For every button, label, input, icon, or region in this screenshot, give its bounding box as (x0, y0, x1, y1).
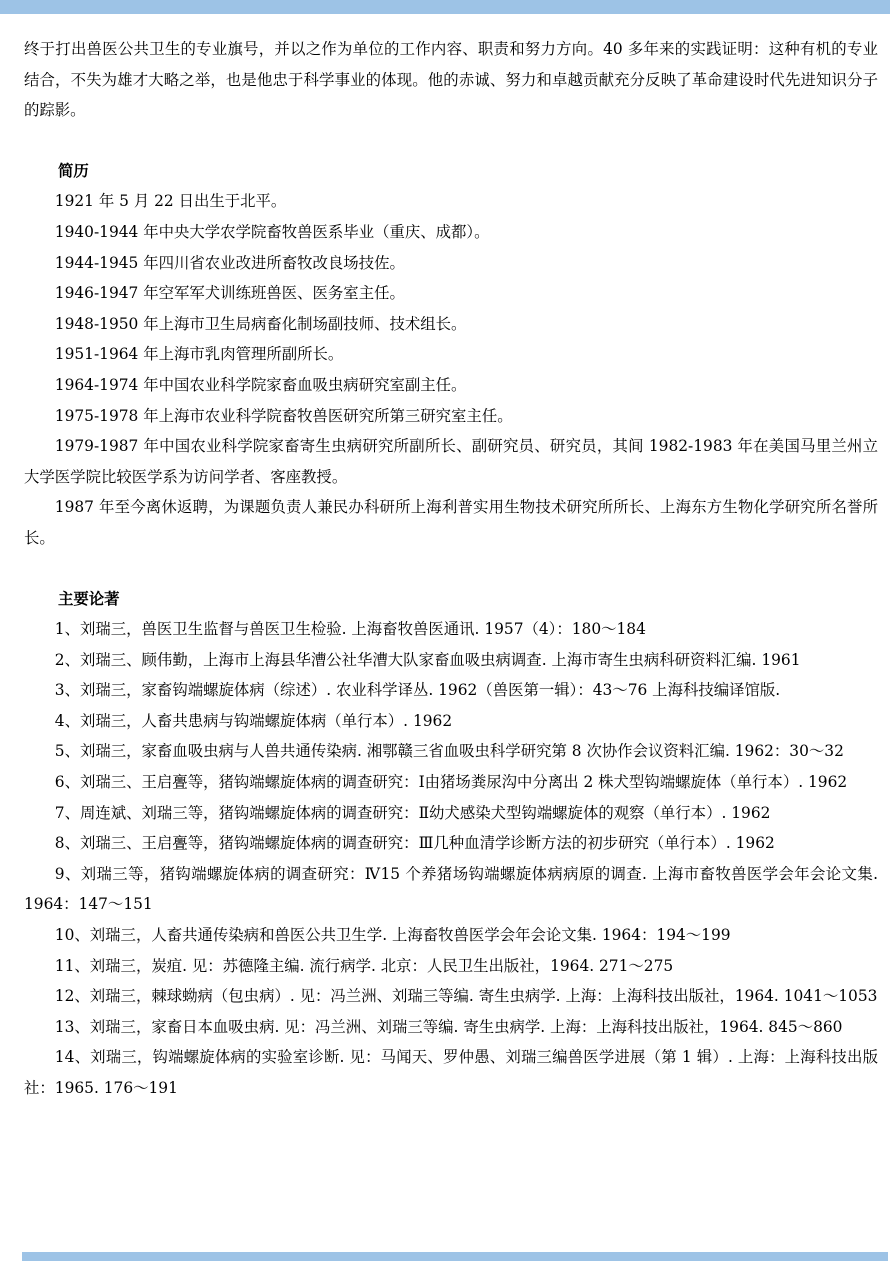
works-item: 2、刘瑞三、顾伟勤，上海市上海县华漕公社华漕大队家畜血吸虫病调查. 上海市寄生虫病科研资料汇编. 1961 (54, 650, 801, 669)
resume-list (24, 186, 878, 553)
bottom-color-band (22, 1252, 888, 1261)
intro-paragraph: 终于打出兽医公共卫生的专业旗号，并以之作为单位的工作内容、职责和努力方向。40 多年来的实践证明：这种有机的专业结合，不失为雄才大略之举，也是他忠于科学事业的体现。他的赤诚、努力和卓越贡献充分反映了革命建设时代先进知识分子的踪影。 (24, 40, 878, 120)
works-item: 11、刘瑞三，炭疽. 见：苏德隆主编. 流行病学. 北京：人民卫生出版社，1964. 271～275 (54, 956, 674, 975)
works-item: 10、刘瑞三，人畜共通传染病和兽医公共卫生学. 上海畜牧兽医学会年会论文集. 1964：194～199 (54, 926, 731, 945)
spacer (24, 126, 878, 156)
works-list (24, 614, 878, 1104)
works-item: 7、周连斌、刘瑞三等，猪钩端螺旋体病的调查研究：Ⅱ幼犬感染犬型钩端螺旋体的观察（单行本）. 1962 (54, 803, 771, 822)
works-item: 13、刘瑞三，家畜日本血吸虫病. 见：冯兰洲、刘瑞三等编. 寄生虫病学. 上海：上海科技出版社，1964. 845～860 (54, 1017, 843, 1036)
resume-item: 1951-1964 年上海市乳肉管理所副所长。 (54, 345, 344, 364)
works-item: 3、刘瑞三，家畜钩端螺旋体病（综述）. 农业科学译丛. 1962（兽医第一辑）：43～76 上海科技编译馆版. (54, 681, 781, 700)
resume-item: 1964-1974 年中国农业科学院家畜血吸虫病研究室副主任。 (54, 375, 467, 394)
works-heading: 主要论著 (58, 589, 120, 608)
resume-item: 1979-1987 年中国农业科学院家畜寄生虫病研究所副所长、副研究员、研究员，其间 1982-1983 年在美国马里兰州立大学医学院比较医学系为访问学者、客座教授。 (24, 437, 878, 486)
works-item: 14、刘瑞三，钩端螺旋体病的实验室诊断. 见：马闻天、罗仲愚、刘瑞三编兽医学进展（第 1 辑）. 上海：上海科技出版社：1965. 176～191 (24, 1048, 878, 1097)
resume-item: 1987 年至今离休返聘，为课题负责人兼民办科研所上海利普实用生物技术研究所所长、上海东方生物化学研究所名誉所长。 (24, 498, 878, 547)
resume-item: 1940-1944 年中央大学农学院畜牧兽医系毕业（重庆、成都）。 (54, 222, 490, 241)
works-item: 8、刘瑞三、王启亹等，猪钩端螺旋体病的调查研究：Ⅲ几种血清学诊断方法的初步研究（单行本）. 1962 (54, 834, 775, 853)
works-item: 9、刘瑞三等，猪钩端螺旋体病的调查研究：Ⅳ15 个养猪场钩端螺旋体病病原的调查. 上海市畜牧兽医学会年会论文集. 1964：147～151 (24, 864, 878, 914)
works-item: 5、刘瑞三，家畜血吸虫病与人兽共通传染病. 湘鄂赣三省血吸虫科学研究第 8 次协作会议资料汇编. 1962：30～32 (54, 742, 844, 761)
resume-item: 1975-1978 年上海市农业科学院畜牧兽医研究所第三研究室主任。 (54, 406, 513, 425)
resume-item: 1946-1947 年空军军犬训练班兽医、医务室主任。 (54, 284, 405, 303)
works-item: 6、刘瑞三、王启亹等，猪钩端螺旋体病的调查研究：Ⅰ由猪场粪尿沟中分离出 2 株犬型钩端螺旋体（单行本）. 1962 (54, 773, 848, 792)
works-item: 12、刘瑞三，棘球蚴病（包虫病）. 见：冯兰洲、刘瑞三等编. 寄生虫病学. 上海：上海科技出版社，1964. 1041～1053 (54, 987, 878, 1006)
resume-heading: 简历 (58, 161, 89, 180)
works-item: 4、刘瑞三，人畜共患病与钩端螺旋体病（单行本）. 1962 (54, 711, 453, 730)
spacer (24, 554, 878, 584)
top-color-band (0, 0, 890, 14)
page-content (24, 34, 878, 1104)
works-item: 1、刘瑞三，兽医卫生监督与兽医卫生检验. 上海畜牧兽医通讯. 1957（4）：180～184 (54, 620, 646, 639)
resume-item: 1948-1950 年上海市卫生局病畜化制场副技师、技术组长。 (54, 314, 467, 333)
resume-item: 1921 年 5 月 22 日出生于北平。 (54, 192, 287, 211)
resume-item: 1944-1945 年四川省农业改进所畜牧改良场技佐。 (54, 253, 405, 272)
